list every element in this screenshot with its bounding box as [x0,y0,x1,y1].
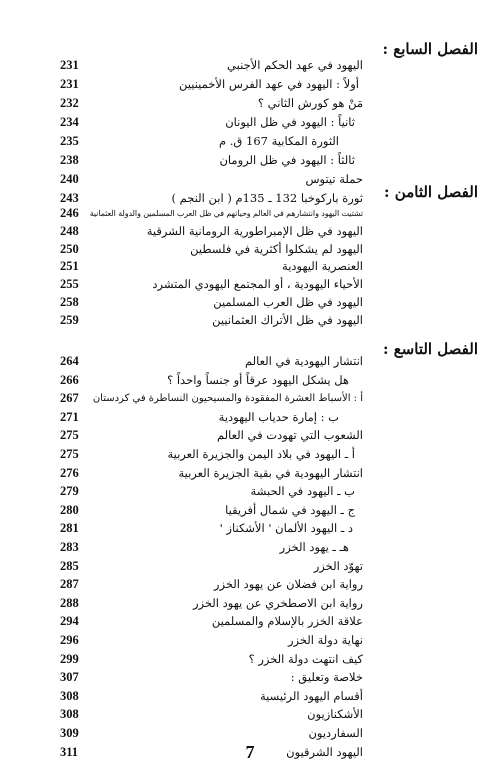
toc-entry-title: هل يشكل اليهود عرقاً أو جنساً واحداً ؟ [167,372,349,387]
toc-entry-title: اليهود الشرقيون [286,744,363,759]
toc-entry-page: 258 [60,295,79,309]
toc-entry [60,372,478,389]
toc-entry-page: 299 [60,651,79,666]
toc-entry-page: 311 [60,744,79,759]
toc-entry-page: 231 [60,77,79,91]
toc-entry-page: 240 [60,172,79,186]
toc-entry-page: 235 [60,134,79,148]
toc-entry [60,114,478,131]
toc-entry-title: العنصرية اليهودية [282,259,363,274]
toc-entry-page: 283 [60,540,79,554]
toc-entry [60,725,478,742]
toc-entry-title: الأحياء اليهودية ، أو المجتمع اليهودي المتشرد [152,277,363,292]
toc-entry-page: 280 [60,502,79,517]
toc-entry [60,258,478,275]
toc-entry-title: حملة تيتوس [305,172,363,186]
toc-entry-title: ثانياً : اليهود في ظل اليونان [225,115,355,129]
chapter-heading: الفصل السابع : [382,40,478,58]
toc-entry [60,76,478,93]
toc-entry-title: أ : الأسباط العشرة المفقودة والمسيحيون النساطرة في كردستان [92,393,363,405]
toc-entry-page: 251 [60,259,79,274]
toc-entry-title: اليهود لم يشكلوا أكثرية في فلسطين [190,241,363,256]
toc-entry-title: ب ـ اليهود في الحبشة [250,484,355,499]
toc-entry-page: 248 [60,223,79,238]
toc-entry-page: 243 [60,191,79,205]
toc-entry-page: 271 [60,409,79,424]
toc-entry-page: 309 [60,726,79,740]
toc-entry [60,409,478,426]
toc-entry [60,539,478,556]
toc-entry [60,427,478,444]
toc-entry [60,205,478,222]
toc-entry-page: 287 [60,577,79,592]
toc-entry [60,502,478,519]
toc-entry-title: الأشكنازيون [307,707,363,722]
toc-entry-title: علاقة الخزر بالإسلام والمسلمين [211,614,363,629]
toc-entry-page: 308 [60,688,79,703]
toc-entry-page: 232 [60,96,79,110]
toc-entry [60,446,478,463]
toc-entry [60,223,478,240]
toc-entry [60,595,478,612]
toc-entry-page: 296 [60,633,79,647]
toc-entry-page: 238 [60,153,79,167]
toc-entry [60,706,478,723]
toc-entry-page: 250 [60,241,79,256]
toc-entry-title: د ـ اليهود الألمان ' الأشكناز ' [219,521,353,536]
toc-entry-page: 267 [60,391,79,406]
toc-entry [60,613,478,630]
toc-entry-title: مَنْ هو كورش الثاني ؟ [257,96,363,110]
toc-entry [60,312,478,329]
toc-entry-page: 231 [60,58,79,72]
chapter-heading: الفصل التاسع : [382,340,478,358]
toc-entry-title: اليهود في ظل الأتراك العثمانيين [212,312,363,327]
toc-entry [60,57,478,74]
toc-entry-title: ج ـ اليهود في شمال أفريقيا [225,502,355,517]
toc-entry-page: 264 [60,354,79,368]
toc-entry-title: رواية ابن الاصطخري عن يهود الخزر [192,595,363,610]
toc-entry-title: أقسام اليهود الرئيسية [259,688,363,703]
toc-entry-page: 266 [60,372,79,387]
toc-entry-title: خلاصة وتعليق : [290,670,363,685]
toc-entry [60,152,478,169]
toc-entry [60,632,478,649]
toc-entry-page: 246 [60,206,79,220]
toc-entry-title: انتشار اليهودية في العالم [244,354,363,368]
toc-entry-page: 234 [60,115,79,129]
toc-entry-page: 275 [60,428,79,443]
toc-entry-title: اليهود في ظل الإمبراطورية الرومانية الشرقية [146,223,363,238]
toc-entry [60,558,478,575]
toc-entry-title: اليهود في عهد الحكم الأجنبي [227,58,363,72]
toc-entry-title: هـ ـ يهود الخزر [279,540,349,554]
page-number: 7 [245,742,255,762]
toc-entry [60,651,478,668]
toc-entry-page: 281 [60,521,79,536]
toc-entry-page: 276 [60,465,79,480]
toc-entry [60,669,478,686]
toc-entry-title: ثورة باركوخبا 132 ـ 135م ( ابن النجم ) [171,191,363,205]
toc-entry-title: ثالثاً : اليهود في ظل الرومان [219,153,355,167]
toc-entry [60,465,478,482]
toc-entry [60,576,478,593]
toc-entry [60,241,478,258]
toc-entry-title: تشتيت اليهود وانتشارهم في العالم وحياتهم في ظل العرب المسلمين والدولة العثمانية [89,209,363,218]
toc-entry-title: أولاً : اليهود في عهد الفرس الأخمينيين [179,77,359,91]
toc-entry-title: نهاية دولة الخزر [287,633,363,647]
toc-entry [60,520,478,537]
toc-entry [60,95,478,112]
toc-entry [60,353,478,370]
toc-entry [60,688,478,705]
toc-entry-title: أ ـ اليهود في بلاد اليمن والجزيرة العربية [167,447,355,461]
toc-entry-page: 285 [60,558,79,573]
toc-entry-page: 279 [60,484,79,499]
toc-entry-title: الشعوب التي تهودت في العالم [216,428,363,443]
toc-entry [60,294,478,311]
toc-entry-page: 255 [60,277,79,292]
toc-entry-title: ب : إمارة حدياب اليهودية [218,409,339,424]
toc-entry-title: تهوّد الخزر [313,558,363,573]
toc-entry [60,276,478,293]
toc-entry-page: 307 [60,670,79,685]
toc-entry-title: السفارديون [308,726,363,740]
toc-entry-title: كيف انتهت دولة الخزر ؟ [248,651,363,666]
toc-entry-title: رواية ابن فضلان عن يهود الخزر [213,577,363,592]
toc-entry-page: 288 [60,595,79,610]
toc-entry-title: انتشار اليهودية في بقية الجزيرة العربية [178,465,363,480]
toc-entry [60,483,478,500]
toc-entry-page: 275 [60,447,79,461]
toc-entry-title: اليهود في ظل العرب المسلمين [213,295,363,309]
toc-entry [60,390,478,407]
toc-entry [60,133,478,150]
toc-entry-page: 308 [60,707,79,722]
chapter-heading: الفصل الثامن : [384,183,478,201]
toc-entry-page: 259 [60,312,79,327]
toc-entry-page: 294 [60,614,79,629]
toc-entry-title: الثورة المكابية 167 ق. م [218,134,339,148]
